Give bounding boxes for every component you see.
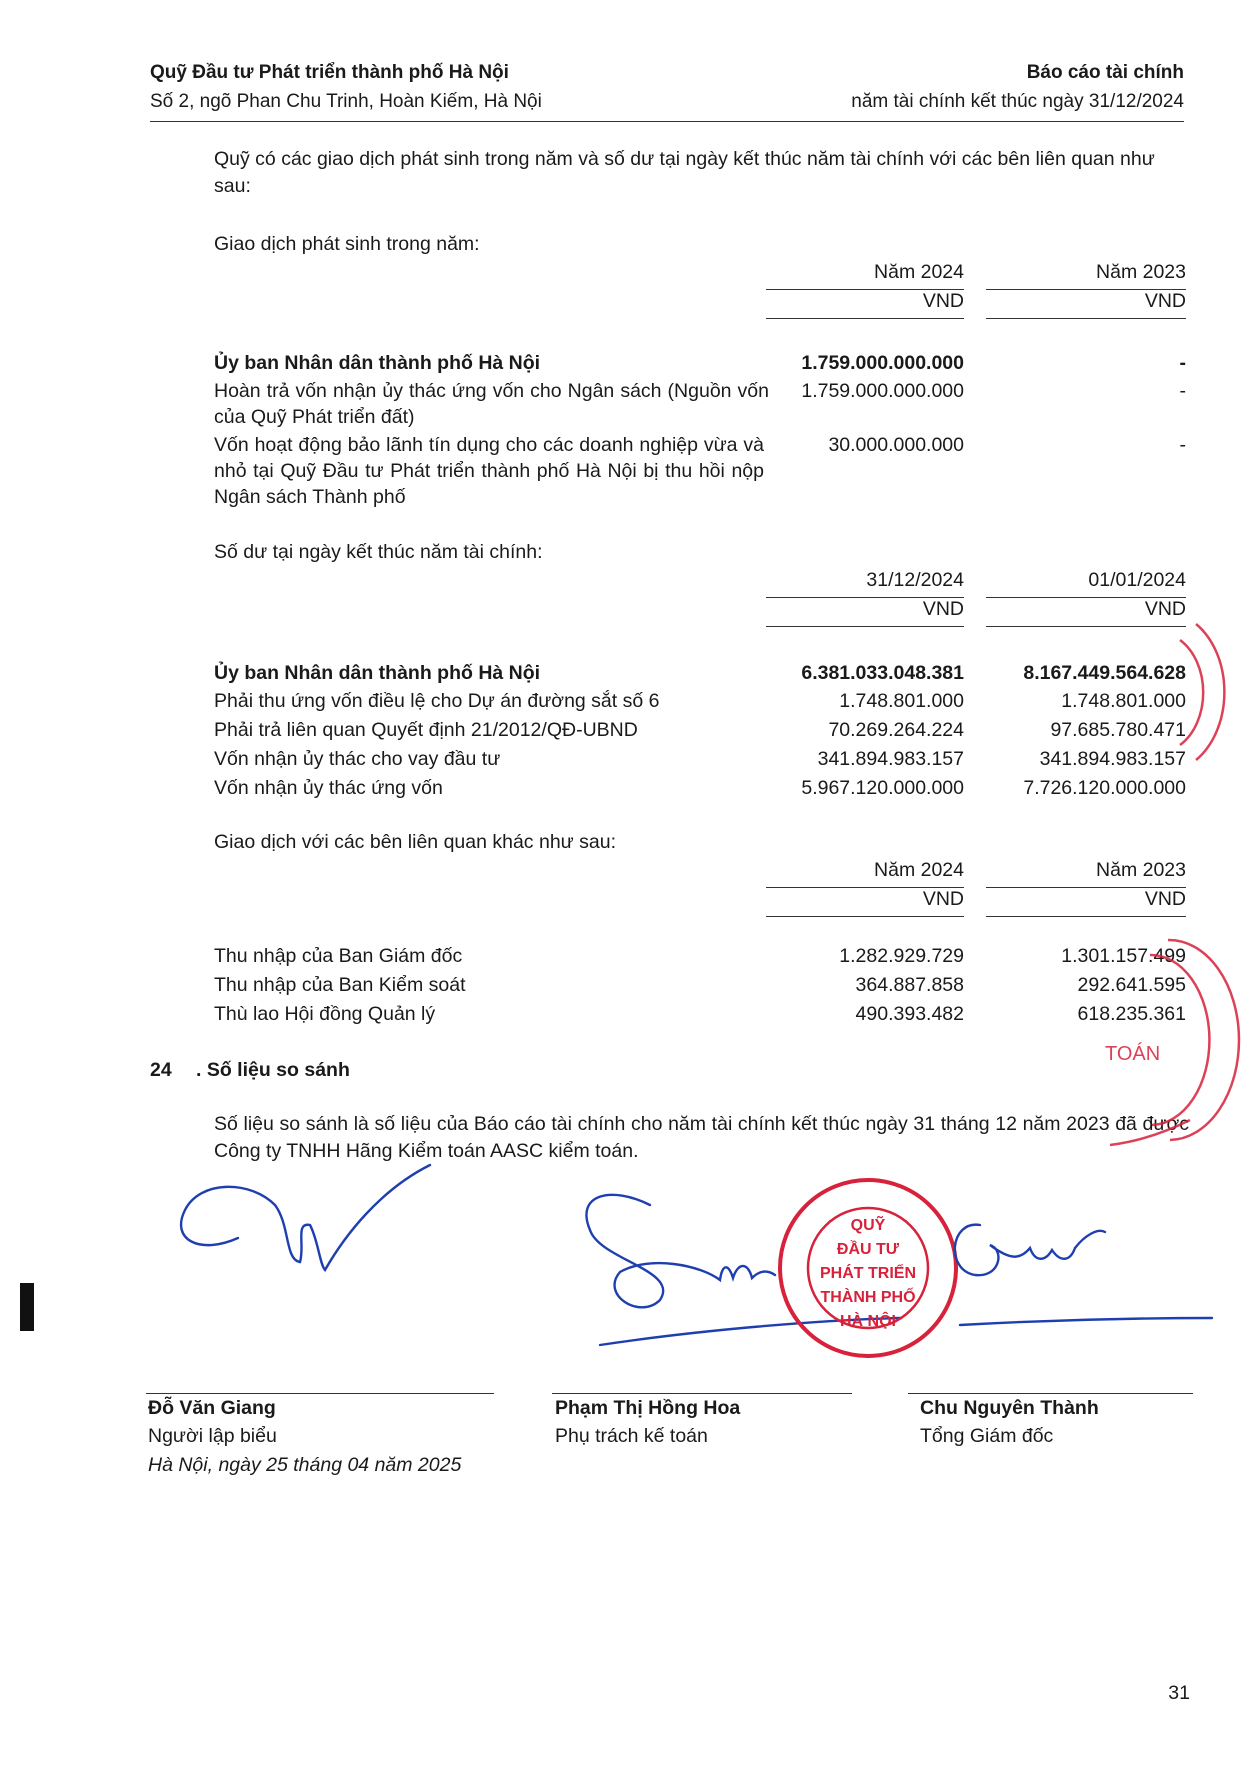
signatory-role-accountant: Phụ trách kế toán bbox=[555, 1425, 708, 1447]
col-header-date-2024: 31/12/2024 bbox=[866, 569, 964, 591]
table-cell-value: 618.235.361 bbox=[1077, 1003, 1186, 1025]
balances-heading: Số dư tại ngày kết thúc năm tài chính: bbox=[214, 541, 543, 563]
table-cell-value: 292.641.595 bbox=[1077, 974, 1186, 996]
org-address: Số 2, ngõ Phan Chu Trinh, Hoàn Kiếm, Hà Nội bbox=[150, 91, 542, 112]
svg-text:QUỸ: QUỸ bbox=[850, 1217, 886, 1234]
place-date: Hà Nội, ngày 25 tháng 04 năm 2025 bbox=[148, 1454, 462, 1476]
table-cell-value: - bbox=[1179, 352, 1186, 374]
table-cell-value: - bbox=[1179, 380, 1186, 402]
signatory-role-director: Tổng Giám đốc bbox=[920, 1425, 1054, 1447]
table-cell-value: 30.000.000.000 bbox=[828, 434, 964, 456]
table-cell-value: - bbox=[1179, 434, 1186, 456]
table-row-label: Hoàn trả vốn nhận ủy thác ứng vốn cho Ngân sách (Nguồn vốn của Quỹ Phát triển đất) bbox=[214, 380, 769, 428]
table-row-label: Ủy ban Nhân dân thành phố Hà Nội bbox=[214, 352, 541, 374]
table-cell-value: 70.269.264.224 bbox=[828, 719, 964, 741]
organization-stamp bbox=[780, 1180, 956, 1356]
svg-text:THÀNH PHỐ: THÀNH PHỐ bbox=[820, 1289, 916, 1306]
table-cell-value: 7.726.120.000.000 bbox=[1023, 777, 1186, 799]
col-header-date-2023: 01/01/2024 bbox=[1088, 569, 1186, 591]
audit-stamp bbox=[1110, 624, 1239, 1145]
svg-text:HÀ NỘI: HÀ NỘI bbox=[840, 1313, 896, 1330]
section-text: Số liệu so sánh là số liệu của Báo cáo tài chính cho năm tài chính kết thúc ngày 31 tháng 12 năm 2023 đã được Công ty TNHH Hãng Kiểm toán AASC kiểm toán. bbox=[214, 1113, 1189, 1162]
table-row-label: Thu nhập của Ban Kiểm soát bbox=[214, 974, 466, 996]
col-header-year-2024: Năm 2024 bbox=[874, 261, 964, 283]
signatory-name-director: Chu Nguyên Thành bbox=[920, 1397, 1099, 1419]
signatory-name-preparer: Đỗ Văn Giang bbox=[148, 1397, 276, 1419]
table-cell-value: 8.167.449.564.628 bbox=[1023, 662, 1186, 684]
table-cell-value: 1.282.929.729 bbox=[839, 945, 964, 967]
col-header-year-2024: Năm 2024 bbox=[874, 859, 964, 881]
table-cell-value: 1.759.000.000.000 bbox=[801, 352, 964, 374]
report-period: năm tài chính kết thúc ngày 31/12/2024 bbox=[851, 91, 1184, 112]
table-row-label: Vốn hoạt động bảo lãnh tín dụng cho các doanh nghiệp vừa và nhỏ tại Quỹ Đầu tư Phát triển thành phố Hà Nội bị thu hồi nộp Ngân sách Thành phố bbox=[214, 434, 764, 508]
transactions-heading: Giao dịch phát sinh trong năm: bbox=[214, 233, 480, 255]
col-unit: VND bbox=[922, 290, 964, 312]
table-cell-value: 1.759.000.000.000 bbox=[801, 380, 964, 402]
col-unit: VND bbox=[1144, 290, 1186, 312]
table-cell-value: 364.887.858 bbox=[855, 974, 964, 996]
table-cell-value: 341.894.983.157 bbox=[1039, 748, 1186, 770]
table-row-label: Vốn nhận ủy thác cho vay đầu tư bbox=[214, 748, 501, 770]
org-name: Quỹ Đầu tư Phát triển thành phố Hà Nội bbox=[150, 62, 509, 83]
table-cell-value: 97.685.780.471 bbox=[1050, 719, 1186, 741]
svg-text:ĐẦU TƯ: ĐẦU TƯ bbox=[836, 1241, 900, 1258]
col-unit: VND bbox=[1144, 598, 1186, 620]
signature-line bbox=[552, 1393, 852, 1394]
table-row-label: Thù lao Hội đồng Quản lý bbox=[214, 1003, 436, 1025]
table-cell-value: 5.967.120.000.000 bbox=[801, 777, 964, 799]
table-row-label: Ủy ban Nhân dân thành phố Hà Nội bbox=[214, 662, 541, 684]
table-cell-value: 341.894.983.157 bbox=[817, 748, 964, 770]
audit-stamp-text: TOÁN bbox=[1105, 1043, 1161, 1065]
table-row-label: Phải thu ứng vốn điều lệ cho Dự án đường sắt số 6 bbox=[214, 690, 660, 712]
page-number: 31 bbox=[1168, 1682, 1190, 1704]
col-header-year-2023: Năm 2023 bbox=[1096, 859, 1186, 881]
signatory-name-accountant: Phạm Thị Hồng Hoa bbox=[555, 1397, 741, 1419]
other-heading: Giao dịch với các bên liên quan khác như sau: bbox=[214, 831, 616, 853]
signature-do-van-giang bbox=[181, 1165, 430, 1270]
table-row-label: Thu nhập của Ban Giám đốc bbox=[214, 945, 463, 967]
binding-mark bbox=[20, 1283, 34, 1331]
table-cell-value: 490.393.482 bbox=[855, 1003, 964, 1025]
intro-paragraph: Quỹ có các giao dịch phát sinh trong năm và số dư tại ngày kết thúc năm tài chính với các bên liên quan như sau: bbox=[214, 148, 1155, 197]
signatory-role-preparer: Người lập biểu bbox=[148, 1425, 277, 1447]
table-row-label: Phải trả liên quan Quyết định 21/2012/QĐ-UBND bbox=[214, 719, 638, 741]
section-title: . Số liệu so sánh bbox=[196, 1059, 350, 1081]
report-title: Báo cáo tài chính bbox=[1026, 62, 1184, 83]
table-cell-value: 6.381.033.048.381 bbox=[801, 662, 964, 684]
signature-line bbox=[908, 1393, 1193, 1394]
col-unit: VND bbox=[922, 598, 964, 620]
table-cell-value: 1.748.801.000 bbox=[839, 690, 964, 712]
section-number: 24 bbox=[150, 1059, 172, 1081]
col-header-year-2023: Năm 2023 bbox=[1096, 261, 1186, 283]
signature-chu-nguyen-thanh bbox=[955, 1225, 1212, 1325]
col-unit: VND bbox=[922, 888, 964, 910]
svg-text:PHÁT TRIỂN: PHÁT TRIỂN bbox=[820, 1265, 916, 1282]
signature-line bbox=[146, 1393, 494, 1394]
table-cell-value: 1.301.157.499 bbox=[1061, 945, 1186, 967]
col-unit: VND bbox=[1144, 888, 1186, 910]
table-cell-value: 1.748.801.000 bbox=[1061, 690, 1186, 712]
table-row-label: Vốn nhận ủy thác ứng vốn bbox=[214, 777, 443, 799]
